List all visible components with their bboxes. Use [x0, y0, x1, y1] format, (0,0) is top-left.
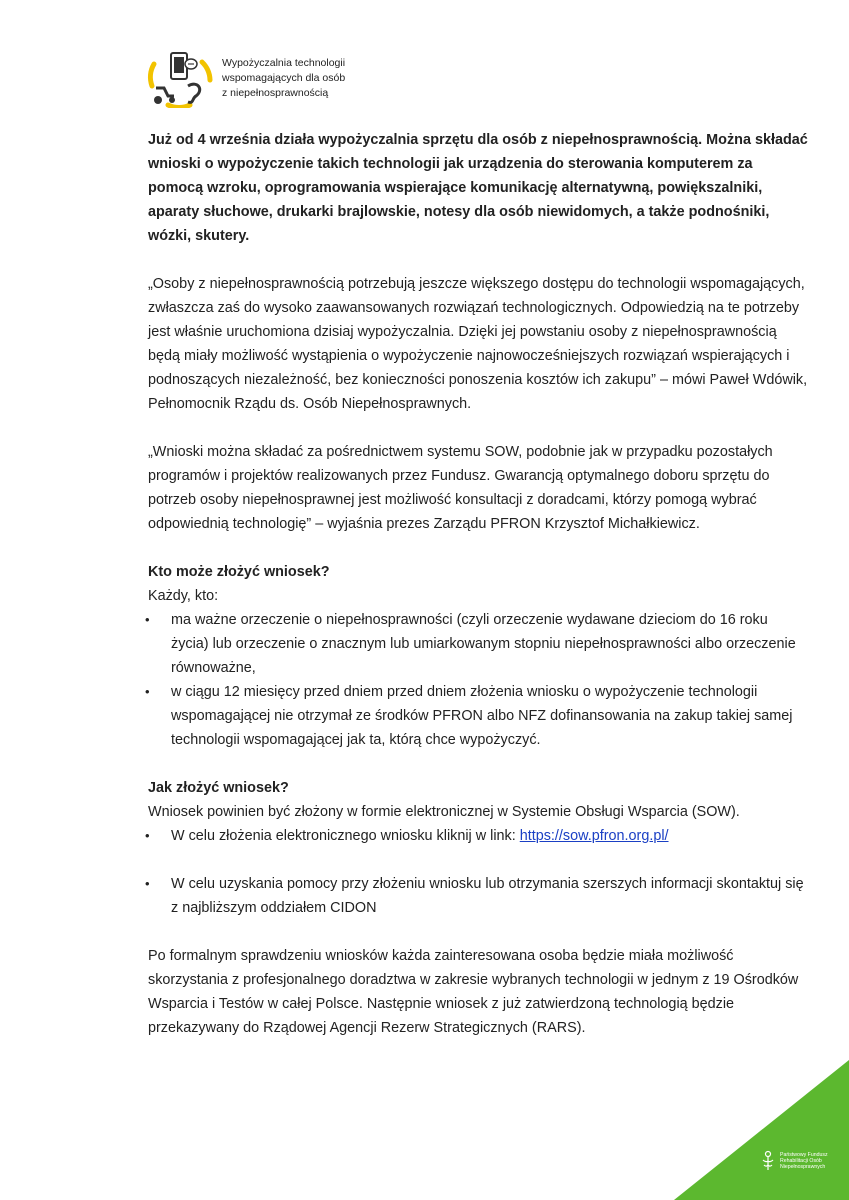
- wypozyczalnia-logo-icon: [146, 50, 216, 108]
- logo-title-line: Wypożyczalnia technologii: [222, 57, 346, 69]
- quote-michalkiewicz: „Wnioski można składać za pośrednictwem systemu SOW, podobnie jak w przypadku pozostałych programów i projektów realizowanych przez Fundusz. Gwarancją optymalnego doboru sprzętu do potrzeb osoby niepełnosprawnej jest możliwość konsultacji z doradcami, którzy pomogą wybrać odpowiednią technologię” – wyjaśnia prezes Zarządu PFRON Krzysztof Michałkiewicz.: [148, 444, 773, 532]
- logo-title-line: wspomagających dla osób: [222, 72, 346, 84]
- section-heading: Kto może złożyć wniosek?: [148, 564, 330, 580]
- instructions-list: [148, 872, 808, 920]
- list-item: • W celu uzyskania pomocy przy złożeniu wniosku lub otrzymania szerszych informacji skontaktuj się z najbliższym oddziałem CIDON: [148, 872, 808, 920]
- article-body: [148, 128, 808, 1064]
- pfron-name: [780, 1152, 842, 1171]
- section-intro: Każdy, kto:: [148, 588, 219, 604]
- how-to-apply-section: [148, 776, 808, 920]
- section-heading: Jak złożyć wniosek?: [148, 780, 289, 796]
- section-intro: Wniosek powinien być złożony w formie elektronicznej w Systemie Obsługi Wsparcia (SOW).: [148, 804, 740, 820]
- logo-title: [222, 56, 422, 101]
- pfron-name-line: Rehabilitacji Osób: [780, 1158, 822, 1165]
- list-item-text: W celu złożenia elektronicznego wniosku kliknij w link:: [171, 828, 520, 844]
- lead-paragraph: Już od 4 września działa wypożyczalnia sprzętu dla osób z niepełnosprawnością. Można składać wnioski o wypożyczenie takich technologii jak urządzenia do sterowania komputerem za pomocą wzroku, oprogramowania wspierające komunikację alternatywną, powiększalniki, aparaty słuchowe, drukarki brajlowskie, notesy dla osób niewidomych, a także podnośniki, wózki, skutery.: [148, 132, 808, 244]
- pfron-logo-icon: [760, 1150, 776, 1172]
- quote-wdowik: „Osoby z niepełnosprawnością potrzebują jeszcze większego dostępu do technologii wspomagających, zwłaszcza zaś do wysoko zaawansowanych rozwiązań technologicznych. Odpowiedzią na te potrzeby jest właśnie uruchomiona dzisiaj wypożyczalnia. Dzięki jej powstaniu osoby z niepełnosprawnością będą miały możliwość wystąpienia o wypożyczenie najnowocześniejszych rozwiązań wspierających i podnoszących niezależność, bez konieczności ponoszenia kosztów ich zakupu” – mówi Paweł Wdówik, Pełnomocnik Rządu ds. Osób Niepełnosprawnych.: [148, 276, 808, 412]
- header: [146, 50, 406, 110]
- eligibility-list: [148, 608, 808, 752]
- list-item: [148, 824, 808, 848]
- closing-paragraph: Po formalnym sprawdzeniu wniosków każda zainteresowana osoba będzie miała możliwość skorzystania z profesjonalnego doradztwa w zakresie wybranych technologii w jednym z 19 Ośrodków Wsparcia i Testów w całej Polsce. Następnie wniosek z już zatwierdzoną technologią będzie przekazywany do Rządowej Agencji Rezerw Strategicznych (RARS).: [148, 948, 799, 1036]
- pfron-name-line: Niepełnosprawnych: [780, 1164, 826, 1171]
- footer-green-corner: [674, 1060, 849, 1200]
- list-item: • ma ważne orzeczenie o niepełnosprawności (czyli orzeczenie wydawane dzieciom do 16 roku życia) lub orzeczenie o znacznym lub umiarkowanym stopniu niepełnosprawności albo orzeczenie równoważne,: [148, 608, 808, 680]
- pfron-name-line: Państwowy Fundusz: [780, 1152, 828, 1158]
- who-can-apply-section: [148, 560, 808, 752]
- instructions-list: [148, 824, 808, 848]
- list-item: • w ciągu 12 miesięcy przed dniem przed dniem złożenia wniosku o wypożyczenie technologii wspomagającej nie otrzymał ze środków PFRON albo NFZ dofinansowania na zakup takiej samej technologii wspomagającej jak ta, którą chce wypożyczyć.: [148, 680, 808, 752]
- logo-title-line: z niepełnosprawnością: [222, 87, 329, 99]
- sow-link[interactable]: https://sow.pfron.org.pl/: [519, 828, 669, 844]
